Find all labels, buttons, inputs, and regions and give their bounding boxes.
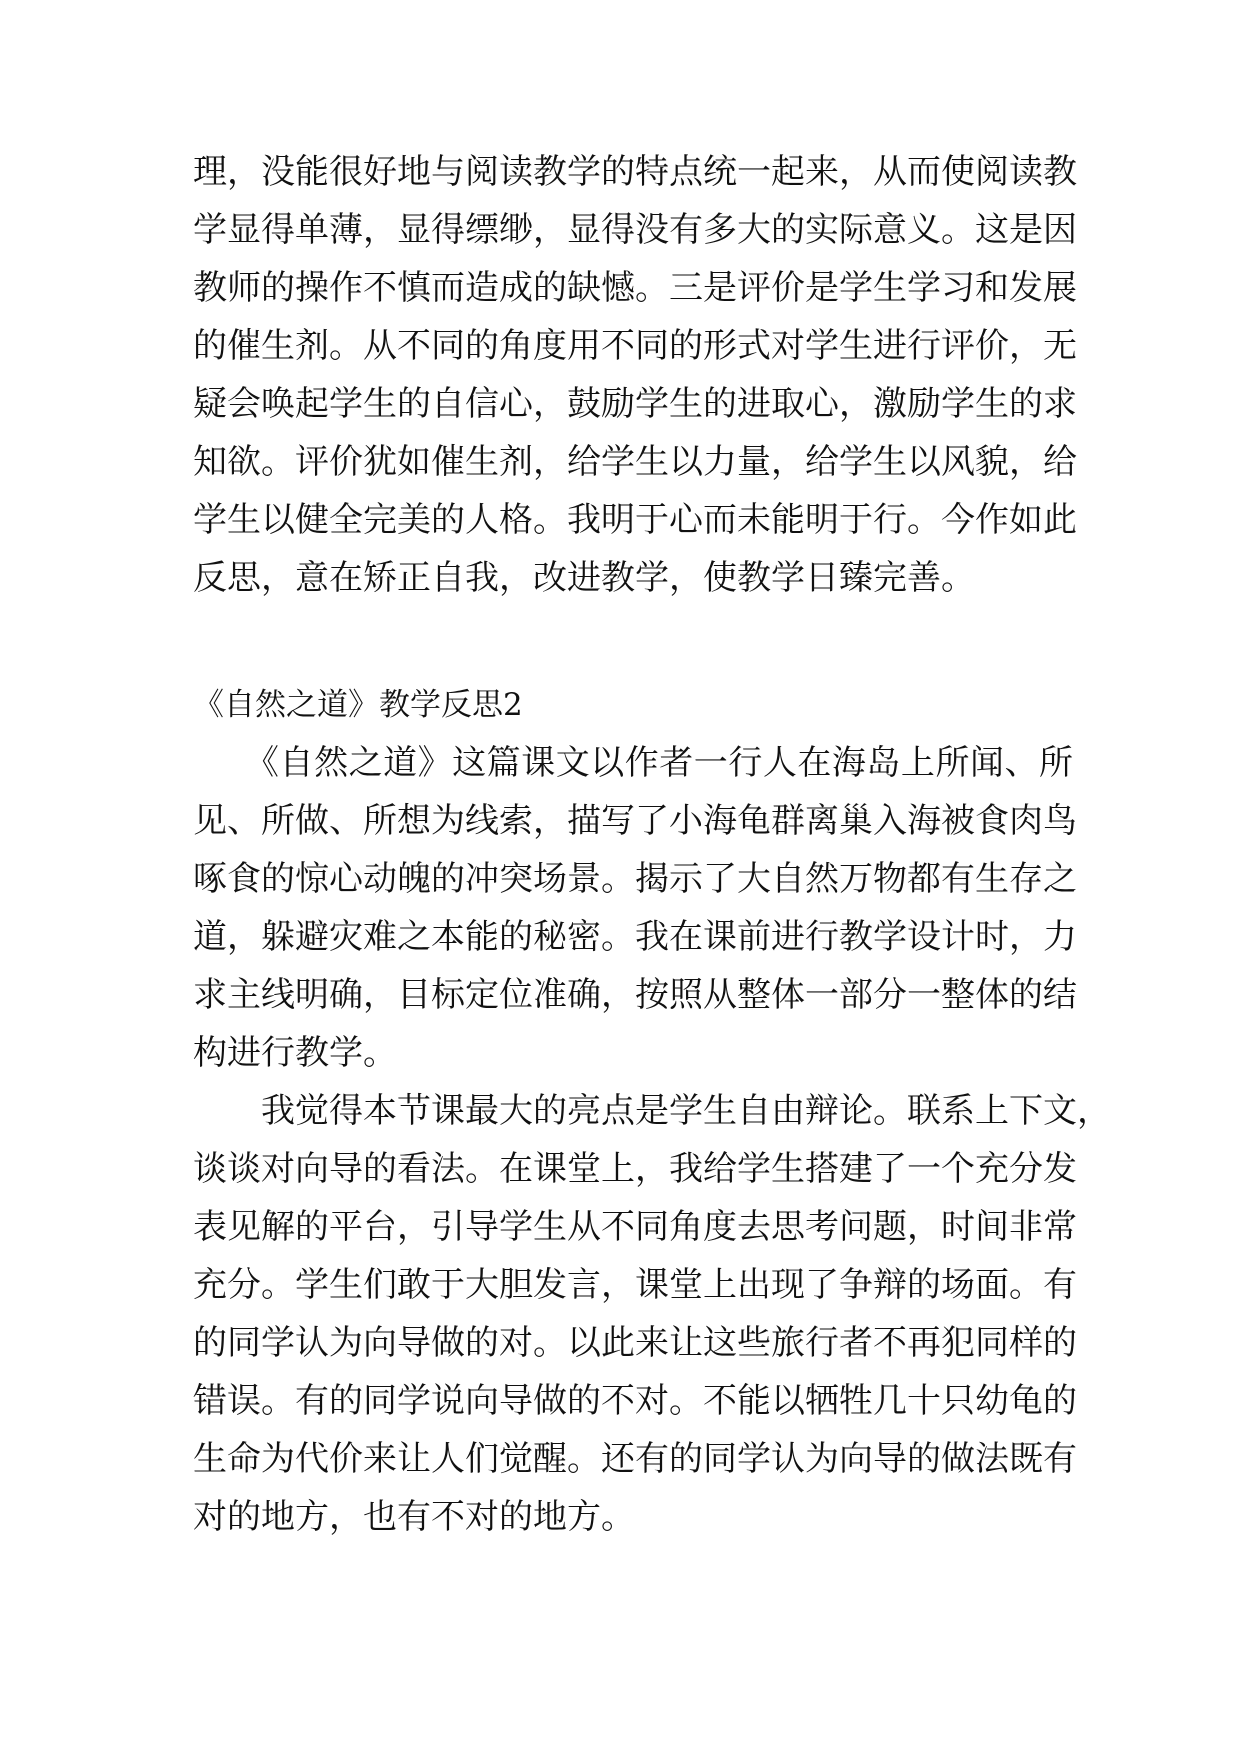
body-text-line: 理，没能很好地与阅读教学的特点统一起来，从而使阅读教 — [193, 152, 1077, 192]
body-text-line: 的同学认为向导做的对。以此来让这些旅行者不再犯同样的 — [193, 1323, 1077, 1363]
body-text-line: 疑会唤起学生的自信心，鼓励学生的进取心，激励学生的求 — [193, 384, 1077, 424]
body-text-line: 错误。有的同学说向导做的不对。不能以牺牲几十只幼龟的 — [193, 1381, 1077, 1421]
body-text-line: 表见解的平台，引导学生从不同角度去思考问题，时间非常 — [193, 1207, 1077, 1247]
body-text-line: 学生以健全完美的人格。我明于心而未能明于行。今作如此 — [193, 500, 1077, 540]
section-heading: 《自然之道》教学反思2 — [193, 687, 523, 723]
body-text-line: 充分。学生们敢于大胆发言，课堂上出现了争辩的场面。有 — [193, 1265, 1077, 1305]
body-text-line: 对的地方，也有不对的地方。 — [193, 1497, 635, 1537]
body-text-line: 生命为代价来让人们觉醒。还有的同学认为向导的做法既有 — [193, 1439, 1077, 1479]
body-text-line: 啄食的惊心动魄的冲突场景。揭示了大自然万物都有生存之 — [193, 859, 1077, 899]
body-text-line: 构进行教学。 — [193, 1033, 397, 1073]
body-text-line: 知欲。评价犹如催生剂，给学生以力量，给学生以风貌，给 — [193, 442, 1077, 482]
body-text-line: 反思，意在矫正自我，改进教学，使教学日臻完善。 — [193, 558, 975, 598]
body-text-line: 教师的操作不慎而造成的缺憾。三是评价是学生学习和发展 — [193, 268, 1077, 308]
body-text-line: 《自然之道》这篇课文以作者一行人在海岛上所闻、所 — [193, 743, 1073, 783]
body-text-line: 学显得单薄，显得缥缈，显得没有多大的实际意义。这是因 — [193, 210, 1077, 250]
body-text-line: 的催生剂。从不同的角度用不同的形式对学生进行评价，无 — [193, 326, 1077, 366]
body-text-line: 谈谈对向导的看法。在课堂上，我给学生搭建了一个充分发 — [193, 1149, 1077, 1189]
body-text-line: 见、所做、所想为线索，描写了小海龟群离巢入海被食肉鸟 — [193, 801, 1077, 841]
body-text-line: 求主线明确，目标定位准确，按照从整体一部分一整体的结 — [193, 975, 1077, 1015]
body-text-line: 道，躲避灾难之本能的秘密。我在课前进行教学设计时，力 — [193, 917, 1077, 957]
body-text-line: 我觉得本节课最大的亮点是学生自由辩论。联系上下文， — [193, 1091, 1111, 1131]
